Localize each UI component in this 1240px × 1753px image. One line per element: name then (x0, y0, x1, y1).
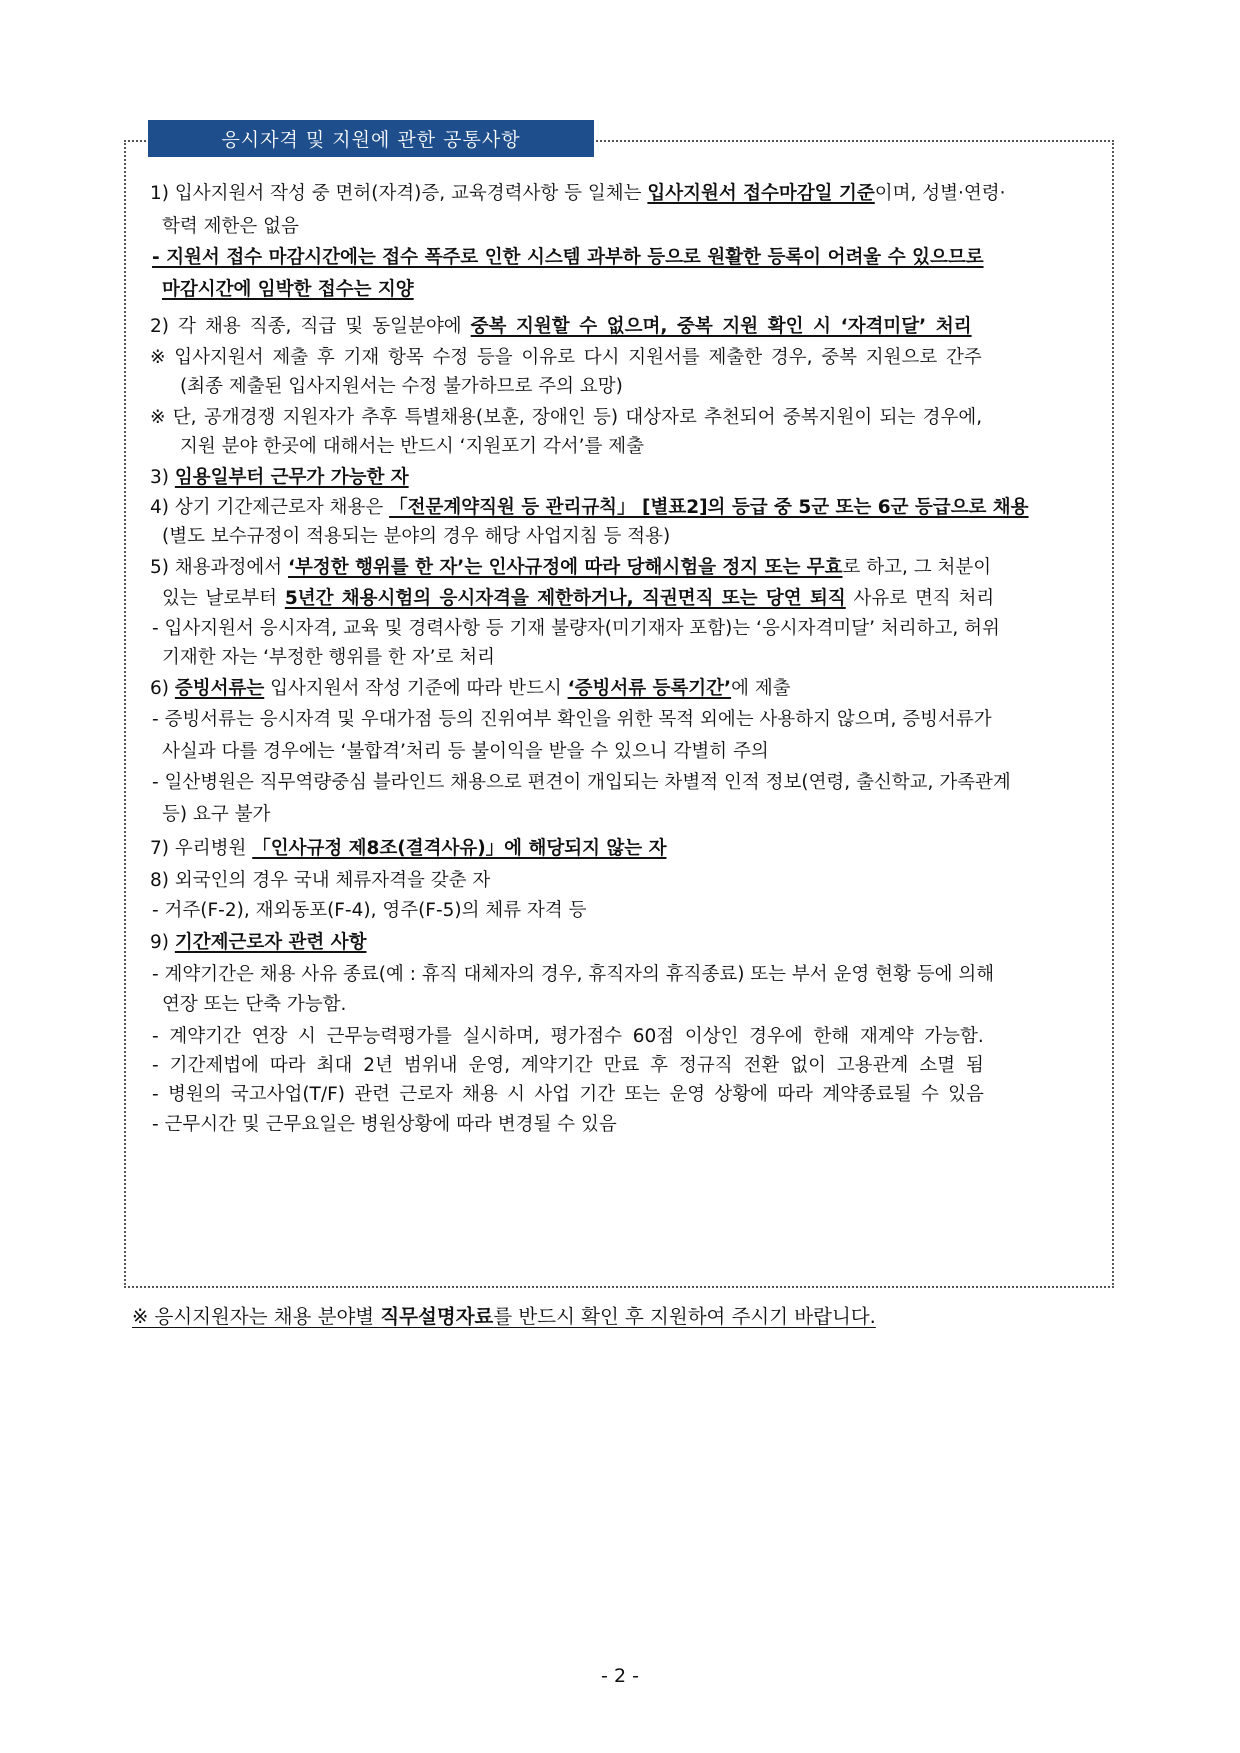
notice-line (150, 345, 982, 371)
footer-note-emphasis: 직무설명자료 (380, 1305, 494, 1328)
notice-line (150, 314, 972, 340)
notice-line (162, 992, 346, 1018)
line-text: 이며, 성별·연령· (874, 183, 1006, 204)
line-text: 2) 각 채용 직종, 직급 및 동일분야에 (150, 316, 471, 337)
notice-line (152, 1082, 984, 1108)
line-text: - 병원의 국고사업(T/F) 관련 근로자 채용 시 사업 기간 또는 운영 상황에 따라 계약종료될 수 있음 (152, 1084, 984, 1105)
notice-line (150, 930, 366, 956)
emphasized-text: - 지원서 접수 마감시간에는 접수 폭주로 인한 시스템 과부하 등으로 원활한 등록이 어려울 수 있으므로 (152, 247, 984, 268)
notice-line (162, 802, 270, 828)
notice-line (180, 374, 623, 400)
emphasized-text: ‘부정한 행위를 한 자’는 인사규정에 따라 당해시험을 정지 또는 무효 (287, 557, 843, 578)
notice-line (150, 868, 490, 894)
page-number: - 2 - (601, 1665, 639, 1687)
emphasized-text: 증빙서류는 (174, 678, 265, 699)
footer-note-before: ※ 응시지원자는 채용 분야별 (132, 1305, 381, 1328)
line-text: ※ 단, 공개경쟁 지원자가 추후 특별채용(보훈, 장애인 등) 대상자로 추천되어 중복지원이 되는 경우에, (150, 407, 983, 428)
notice-line (152, 1053, 984, 1079)
notice-line (150, 495, 1029, 521)
emphasized-text: ‘증빙서류 등록기간’ (567, 678, 732, 699)
section-title: 응시자격 및 지원에 관한 공통사항 (148, 120, 594, 157)
line-text: 6) (150, 678, 175, 699)
line-text: 7) 우리병원 (150, 838, 253, 859)
line-text: - 기간제법에 따라 최대 2년 범위내 운영, 계약기간 만료 후 정규직 전환 없이 고용관계 소멸 됨 (152, 1055, 984, 1076)
line-text: - 증빙서류는 응시자격 및 우대가점 등의 진위여부 확인을 위한 목적 외에는 사용하지 않으며, 증빙서류가 (152, 709, 992, 730)
notice-line (180, 434, 644, 460)
notice-line (162, 645, 495, 671)
emphasized-text: 입사지원서 접수마감일 기준 (647, 183, 875, 204)
emphasized-text: 임용일부터 근무가 가능한 자 (174, 467, 409, 488)
line-text: 입사지원서 작성 기준에 따라 반드시 (264, 678, 568, 699)
line-text: 있는 날로부터 (162, 588, 285, 609)
line-text: 4) 상기 기간제근로자 채용은 (150, 497, 390, 518)
line-text: 로 하고, 그 처분이 (842, 557, 992, 578)
line-text: 에 제출 (731, 678, 791, 699)
notice-line (150, 465, 409, 491)
footer-note (132, 1303, 876, 1331)
notice-line (150, 405, 982, 431)
line-text: 사실과 다를 경우에는 ‘불합격’처리 등 불이익을 받을 수 있으니 각별히 주의 (162, 741, 769, 762)
notice-line (162, 524, 670, 550)
line-text: ※ 입사지원서 제출 후 기재 항목 수정 등을 이유로 다시 지원서를 제출한 경우, 중복 지원으로 간주 (150, 347, 982, 368)
line-text: 등) 요구 불가 (162, 804, 271, 825)
notice-line (150, 181, 1005, 207)
line-text: - 근무시간 및 근무요일은 병원상황에 따라 변경될 수 있음 (152, 1114, 617, 1135)
notice-line (162, 739, 769, 765)
line-text: 학력 제한은 없음 (162, 216, 299, 237)
line-text: 기재한 자는 ‘부정한 행위를 한 자’로 처리 (162, 647, 495, 668)
line-text: (최종 제출된 입사지원서는 수정 불가하므로 주의 요망) (180, 376, 623, 397)
notice-line (152, 616, 1000, 642)
emphasized-text: 「인사규정 제8조(결격사유)」에 해당되지 않는 자 (252, 838, 667, 859)
notice-line (152, 707, 992, 733)
line-text: 연장 또는 단축 가능함. (162, 994, 347, 1015)
emphasized-text: 5년간 채용시험의 응시자격을 제한하거나, 직권면직 또는 당연 퇴직 (284, 588, 846, 609)
emphasized-text: 「전문계약직원 등 관리규칙」 [별표2]의 등급 중 5군 또는 6군 등급으로 채용 (389, 497, 1029, 518)
notice-line (162, 214, 299, 240)
notice-line (150, 836, 666, 862)
line-text: 지원 분야 한곳에 대해서는 반드시 ‘지원포기 각서’를 제출 (180, 436, 644, 457)
notice-line (152, 1112, 617, 1138)
notice-line (152, 898, 586, 924)
notice-line (150, 676, 791, 702)
notice-line (162, 586, 994, 612)
notice-line (150, 555, 991, 581)
notice-line (152, 770, 1011, 796)
line-text: - 입사지원서 응시자격, 교육 및 경력사항 등 기재 불량자(미기재자 포함)는 ‘응시자격미달’ 처리하고, 허위 (152, 618, 1000, 639)
line-text: 3) (150, 467, 175, 488)
emphasized-text: 중복 지원할 수 없으며, 중복 지원 확인 시 ‘자격미달’ 처리 (470, 316, 972, 337)
line-text: - 일산병원은 직무역량중심 블라인드 채용으로 편견이 개입되는 차별적 인적 정보(연령, 출신학교, 가족관계 (152, 772, 1011, 793)
emphasized-text: 마감시간에 임박한 접수는 지양 (162, 279, 414, 300)
emphasized-text: 기간제근로자 관련 사항 (174, 932, 367, 953)
line-text: - 거주(F-2), 재외동포(F-4), 영주(F-5)의 체류 자격 등 (152, 900, 587, 921)
line-text: 9) (150, 932, 175, 953)
line-text: - 계약기간은 채용 사유 종료(예 : 휴직 대체자의 경우, 휴직자의 휴직종료) 또는 부서 운영 현황 등에 의해 (152, 964, 995, 985)
notice-line (152, 962, 994, 988)
line-text: 5) 채용과정에서 (150, 557, 288, 578)
notice-line (162, 277, 414, 303)
notice-line (152, 245, 984, 271)
line-text: 8) 외국인의 경우 국내 체류자격을 갖춘 자 (150, 870, 491, 891)
line-text: 1) 입사지원서 작성 중 면허(자격)증, 교육경력사항 등 일체는 (150, 183, 648, 204)
notice-line (152, 1024, 984, 1050)
line-text: (별도 보수규정이 적용되는 분야의 경우 해당 사업지침 등 적용) (162, 526, 671, 547)
line-text: 사유로 면직 처리 (845, 588, 995, 609)
footer-note-after: 를 반드시 확인 후 지원하여 주시기 바랍니다. (493, 1305, 876, 1328)
line-text: - 계약기간 연장 시 근무능력평가를 실시하며, 평가점수 60점 이상인 경우에 한해 재계약 가능함. (152, 1026, 984, 1047)
